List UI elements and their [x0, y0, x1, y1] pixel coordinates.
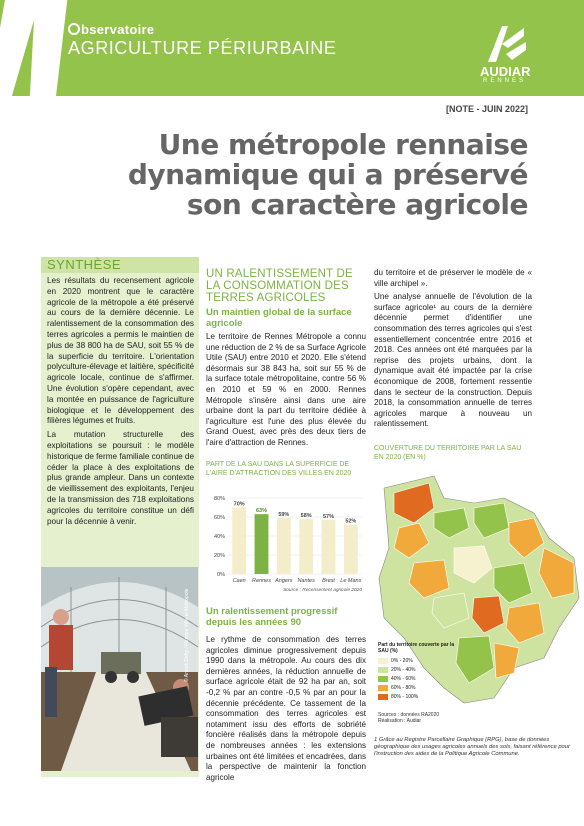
map-title: COUVERTURE DU TERRITOIRE PAR LA SAU EN 2020 (EN %): [374, 445, 522, 461]
synthese-heading: SYNTHÈSE: [41, 257, 199, 273]
y-tick-label: 20%: [213, 553, 225, 559]
subsection-heading-1: Un maintien global de la surface agricole: [206, 307, 352, 329]
bar: [232, 508, 246, 575]
bar: [322, 520, 336, 574]
observatoire-label: bservatoire: [68, 22, 154, 37]
bar: [344, 525, 358, 574]
section-column-3: [374, 268, 532, 430]
legend-item: 0% - 20%: [378, 656, 458, 665]
note-date: [NOTE - JUIN 2022]: [445, 104, 528, 114]
data-label: 57%: [322, 513, 335, 520]
section-heading: UN RALENTISSEMENT DE LA CONSOMMATION DES TERRES AGRICOLES: [206, 268, 353, 304]
x-tick-label: Caen: [232, 578, 246, 584]
body-paragraph-4: Une analyse annuelle de l'évolution de la surface agricole¹ au cours de la dernière décennie permet d'identifier une consommation des terres agricoles qui s'est essentiellement concentrée entre 2016 et 2018. Ces années ont été marquées par la reprise des projets urbains, dont la dynamique avait été impactée par la crise économique de 2008, fortement ressentie dans le secteur de la construction. Depuis 2018, la consommation annuelle de terres agricoles marque à nouveau un ralentissement.: [374, 292, 532, 429]
bar: [255, 514, 269, 574]
chart-title: PART DE LA SAU DANS LA SUPERFICIE DE L'AIRE D'ATTRACTION DES VILLES EN 2020: [206, 461, 352, 477]
x-tick-label: Le Mans: [340, 578, 362, 584]
synthese-paragraph-1: Les résultats du recensement agricole en 2020 montrent que le caractère agricole de la métropole a été préservé au cours de la dernière décennie. Le ralentissement de la consommation des terres agricoles a permis le maintien de plus de 38 800 ha de SAU, soit 55 % de la superficie du territoire. L'orientation polyculture-élevage et laitière, spécificité agricole locale, continue de s'affirmer. Une évolution s'opère cependant, avec la montée en puissance de l'agriculture biologique et le développement des filières légumes et fruits.: [47, 276, 194, 426]
body-paragraph-1: Le territoire de Rennes Métropole a connu une réduction de 2 % de sa Surface Agricole Utile (SAU) entre 2010 et 2020. Elle s'étend désormais sur 38 843 ha, soit sur 55 % de la surface totale métropolitaine, contre 56 % en 2010 et 59 % en 2000. Rennes Métropole s'insère ainsi dans une aire urbaine dont la part du territoire dédiée à l'agriculture est l'une des plus élevée du Grand Ouest, avec près des deux tiers de l'aire d'attraction de Rennes.: [206, 332, 366, 447]
observatoire-a-logo-icon: [0, 0, 72, 96]
y-tick-label: 40%: [213, 534, 225, 540]
legend-item: 20% - 40%: [378, 665, 458, 674]
audiar-mark-icon: [480, 24, 530, 64]
y-tick-label: 80%: [213, 496, 225, 502]
x-tick-label: Nantes: [297, 578, 315, 584]
x-tick-label: Rennes: [252, 578, 271, 584]
map-sources: Sources : données RA2020 Réalisation : Audiar: [378, 712, 440, 724]
y-tick-label: 0%: [217, 572, 225, 578]
circle-o-icon: [68, 23, 80, 35]
data-label: 63%: [255, 508, 268, 515]
footnote: 1 Grâce au Registre Parcellaire Graphique (RPG), base de données géographique des usages agricoles annuels des sols, faisant référence pour l'instruction des aides de la Politique Agricole Commune.: [374, 737, 570, 757]
y-tick-label: 60%: [213, 515, 225, 521]
header-banner: [0, 0, 584, 96]
audiar-wordmark: AUDIAR: [480, 64, 531, 79]
audiar-city: RENNES: [483, 78, 527, 84]
x-tick-label: Angers: [275, 578, 293, 584]
legend-item: 40% - 60%: [378, 674, 458, 683]
section-column-2: [206, 268, 366, 449]
chart-source: Source : Recensement agricole 2020: [283, 588, 362, 593]
legend-title: Part du territoire couverte par la SAU (%): [378, 642, 455, 654]
page-title: Une métropole rennaise dynamique qui a préservé son caractère agricole: [127, 128, 528, 221]
legend-item: 80% - 100%: [378, 692, 458, 701]
data-label: 59%: [278, 511, 290, 518]
data-label: 58%: [300, 512, 312, 519]
greenhouse-photo: [41, 567, 198, 771]
legend-item: 60% - 80%: [378, 683, 458, 692]
body-paragraph-2: Le rythme de consommation des terres agricoles diminue progressivement depuis 1990 dans la métropole. Au cours des dix dernières années, la réduction annuelle de surface agricole était de 92 ha par an, soit -0,2 % par an contre -0,5 % par an pour la décennie précédente. Ce tassement de la consommation des terres agricoles est notamment issu des efforts de sobriété foncière réalisés dans la métropole depuis de nombreuses années : les extensions urbaines ont été limitées et encadrées, dans la perspective de maintenir la fonction agricole: [206, 635, 366, 782]
bar: [299, 519, 313, 574]
sau-bar-chart: [206, 492, 366, 600]
series-title: AGRICULTURE PÉRIURBAINE: [68, 38, 337, 58]
audiar-logo[interactable]: [480, 24, 530, 90]
body-paragraph-3: du territoire et de préserver le modèle de « ville archipel ».: [374, 268, 532, 288]
subsection-heading-2: Un ralentissement progressif depuis les années 90: [206, 606, 338, 628]
bar: [277, 518, 291, 574]
synthese-paragraph-2: La mutation structurelle des exploitations se poursuit : le modèle historique de ferme familiale continue de céder la place à des exploitations de plus grande ampleur. Dans un contexte de vieillissement des exploitants, l'enjeu de la transmission des 718 exploitations agricoles du territoire constitue un défi pour la décennie à venir.: [47, 430, 195, 526]
data-label: 70%: [233, 501, 245, 508]
data-label: 52%: [345, 518, 357, 525]
x-tick-label: Brest: [322, 578, 335, 584]
map-legend: [378, 642, 458, 701]
photo-credit: © Anouk Didry / Rennes Ville et Métropole: [184, 588, 190, 682]
